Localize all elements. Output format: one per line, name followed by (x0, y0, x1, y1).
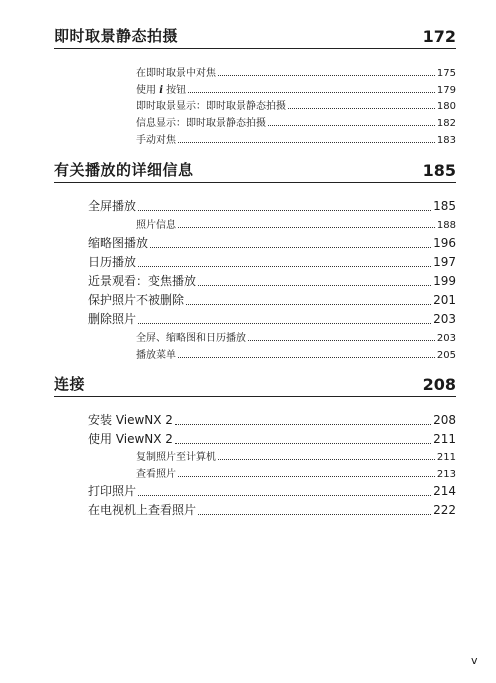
section-title: 有关播放的详细信息 (54, 161, 194, 179)
leader-dots (198, 285, 431, 286)
leader-dots (268, 125, 435, 126)
section-title: 连接 (54, 375, 86, 393)
toc-entry-title: 安装 ViewNX 2 (88, 413, 173, 427)
page-number-roman: v (471, 654, 478, 667)
toc-entry[interactable] (88, 234, 456, 251)
toc-entry-page: 211 (436, 452, 456, 463)
toc-entry-title: 复制照片至计算机 (136, 452, 216, 463)
i-button-icon: i (159, 85, 163, 96)
section-title: 即时取景静态拍摄 (54, 27, 179, 45)
leader-dots (198, 514, 431, 515)
toc-entry-title: 查看照片 (136, 469, 176, 480)
toc-entry[interactable] (88, 253, 456, 270)
toc-entry-page: 175 (436, 68, 456, 79)
toc-entry-title: 保护照片不被删除 (88, 293, 185, 307)
section-page-number: 172 (422, 27, 456, 46)
toc-entry[interactable] (88, 291, 456, 308)
toc-entry[interactable] (88, 482, 456, 499)
toc-entry[interactable] (136, 114, 456, 129)
toc-entry-page: 183 (436, 135, 456, 146)
toc-entry-title: 信息显示：即时取景静态拍摄 (136, 118, 266, 129)
toc-entry[interactable] (136, 465, 456, 480)
toc-entry-title: 全屏、缩略图和日历播放 (136, 333, 246, 344)
toc-entry-title: 照片信息 (136, 220, 176, 231)
leader-dots (138, 210, 431, 211)
leader-dots (248, 340, 435, 341)
toc-entry-title: 在即时取景中对焦 (136, 68, 216, 79)
leader-dots (178, 142, 435, 143)
toc-entry[interactable] (136, 81, 456, 96)
toc-entry[interactable] (88, 411, 456, 428)
toc-entry-page: 188 (436, 220, 456, 231)
toc-entry-page: 205 (436, 350, 456, 361)
toc-entry[interactable] (136, 448, 456, 463)
toc-entry-title: 使用 ViewNX 2 (88, 432, 173, 446)
toc-entry-page: 179 (436, 85, 456, 96)
toc-entry[interactable] (136, 131, 456, 146)
toc-entry-title: 全屏播放 (88, 199, 137, 213)
leader-dots (178, 227, 435, 228)
toc-entry-page: 213 (436, 469, 456, 480)
toc-entry[interactable] (88, 430, 456, 447)
toc-entry-page: 180 (436, 101, 456, 112)
section-page-number: 208 (422, 375, 456, 394)
leader-dots (288, 108, 435, 109)
leader-dots (138, 323, 431, 324)
toc-entry-title: 播放菜单 (136, 350, 176, 361)
toc-entry-title: 日历播放 (88, 255, 137, 269)
leader-dots (218, 75, 435, 76)
toc-entry-page: 214 (433, 484, 456, 498)
section-heading-playback (54, 158, 456, 183)
toc-entry[interactable] (88, 501, 456, 518)
leader-dots (150, 247, 431, 248)
toc-entry-title: 手动对焦 (136, 135, 176, 146)
toc-entry[interactable] (136, 64, 456, 79)
toc-entry[interactable] (88, 197, 456, 214)
toc-entry-page: 185 (433, 199, 456, 213)
toc-entry-title: 删除照片 (88, 312, 137, 326)
leader-dots (218, 459, 435, 460)
toc-entry-title: 即时取景显示：即时取景静态拍摄 (136, 101, 286, 112)
section-heading-live-view (54, 24, 456, 49)
leader-dots (178, 357, 435, 358)
toc-entry-title: 在电视机上查看照片 (88, 503, 197, 517)
toc-entry-page: 203 (433, 312, 456, 326)
toc-entry-title: 近景观看：变焦播放 (88, 274, 197, 288)
toc-entry-page: 196 (433, 236, 456, 250)
leader-dots (188, 92, 435, 93)
toc-entry-title: 缩略图播放 (88, 236, 149, 250)
section-page-number: 185 (422, 161, 456, 180)
toc-entry-page: 211 (433, 432, 456, 446)
section-heading-connections (54, 372, 456, 397)
leader-dots (175, 443, 431, 444)
toc-entry-title: 使用 i 按钮 (136, 85, 187, 96)
toc-entry-page: 197 (433, 255, 456, 269)
toc-entry[interactable] (88, 310, 456, 327)
leader-dots (178, 476, 435, 477)
toc-entry[interactable] (136, 329, 456, 344)
leader-dots (186, 304, 431, 305)
toc-entry-page: 199 (433, 274, 456, 288)
toc-entry-page: 222 (433, 503, 456, 517)
leader-dots (175, 424, 431, 425)
toc-entry-page: 208 (433, 413, 456, 427)
toc-entry[interactable] (136, 97, 456, 112)
toc-entry-page: 201 (433, 293, 456, 307)
toc-entry-title: 打印照片 (88, 484, 137, 498)
toc-entry-page: 203 (436, 333, 456, 344)
toc-entry-page: 182 (436, 118, 456, 129)
toc-entry[interactable] (88, 272, 456, 289)
toc-entry[interactable] (136, 216, 456, 231)
leader-dots (138, 495, 431, 496)
leader-dots (138, 266, 431, 267)
toc-entry[interactable] (136, 346, 456, 361)
